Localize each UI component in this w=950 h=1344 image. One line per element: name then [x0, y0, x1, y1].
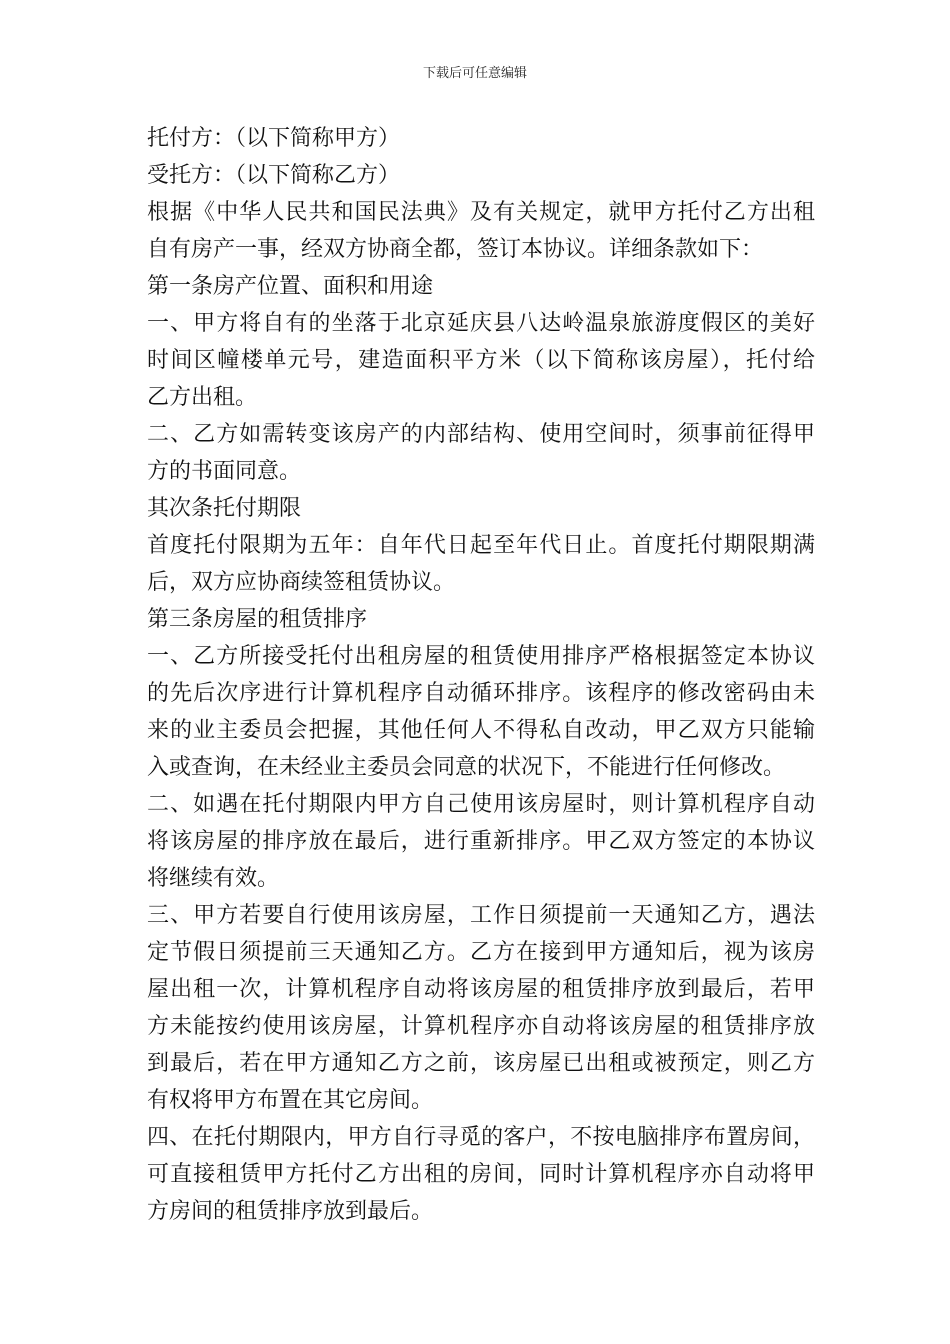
text-line: 乙方出租。	[147, 385, 258, 410]
text-line: 根据《中华人民共和国民法典》及有关规定，就甲方托付乙方出租	[147, 200, 815, 225]
text-line: 有权将甲方布置在其它房间。	[147, 1088, 434, 1113]
page-header: 下载后可任意编辑	[422, 66, 527, 81]
text-line: 的先后次序进行计算机程序自动循环排序。该程序的修改密码由未	[147, 681, 815, 706]
text-line: 后，双方应协商续签租赁协议。	[147, 570, 456, 595]
text-line: 托付方：（以下简称甲方）	[147, 126, 401, 151]
text-line: 时间区幢楼单元号，建造面积平方米（以下简称该房屋），托付给	[147, 348, 815, 373]
text-line: 将该房屋的排序放在最后，进行重新排序。甲乙双方签定的本协议	[147, 829, 815, 854]
text-line: 一、乙方所接受托付出租房屋的租赁使用排序严格根据签定本协议	[147, 644, 815, 669]
text-line: 首度托付限期为五年：自年代日起至年代日止。首度托付期限期满	[147, 533, 815, 558]
text-line: 受托方：（以下简称乙方）	[147, 163, 401, 188]
text-line: 第一条房产位置、面积和用途	[147, 274, 434, 299]
text-line: 方房间的租赁排序放到最后。	[147, 1199, 434, 1224]
text-line: 其次条托付期限	[147, 496, 302, 521]
text-line: 可直接租赁甲方托付乙方出租的房间，同时计算机程序亦自动将甲	[147, 1162, 815, 1187]
text-line: 来的业主委员会把握，其他任何人不得私自改动，甲乙双方只能输	[147, 718, 815, 743]
text-line: 二、如遇在托付期限内甲方自己使用该房屋时，则计算机程序自动	[147, 792, 815, 817]
text-line: 到最后，若在甲方通知乙方之前，该房屋已出租或被预定，则乙方	[147, 1051, 815, 1076]
text-line: 一、甲方将自有的坐落于北京延庆县八达岭温泉旅游度假区的美好	[147, 311, 815, 336]
text-line: 方的书面同意。	[147, 459, 302, 484]
text-line: 四、在托付期限内，甲方自行寻觅的客户，不按电脑排序布置房间，	[147, 1125, 815, 1150]
text-line: 自有房产一事，经双方协商全都，签订本协议。详细条款如下：	[147, 237, 764, 262]
text-line: 入或查询，在未经业主委员会同意的状况下，不能进行任何修改。	[147, 755, 786, 780]
text-line: 定节假日须提前三天通知乙方。乙方在接到甲方通知后，视为该房	[147, 940, 815, 965]
text-line: 三、甲方若要自行使用该房屋，工作日须提前一天通知乙方，遇法	[147, 903, 815, 928]
text-line: 方未能按约使用该房屋，计算机程序亦自动将该房屋的租赁排序放	[147, 1014, 815, 1039]
text-line: 第三条房屋的租赁排序	[147, 607, 368, 632]
text-line: 二、乙方如需转变该房产的内部结构、使用空间时，须事前征得甲	[147, 422, 815, 447]
document-body	[147, 120, 815, 1230]
text-line: 将继续有效。	[147, 866, 280, 891]
text-line: 屋出租一次，计算机程序自动将该房屋的租赁排序放到最后，若甲	[147, 977, 815, 1002]
